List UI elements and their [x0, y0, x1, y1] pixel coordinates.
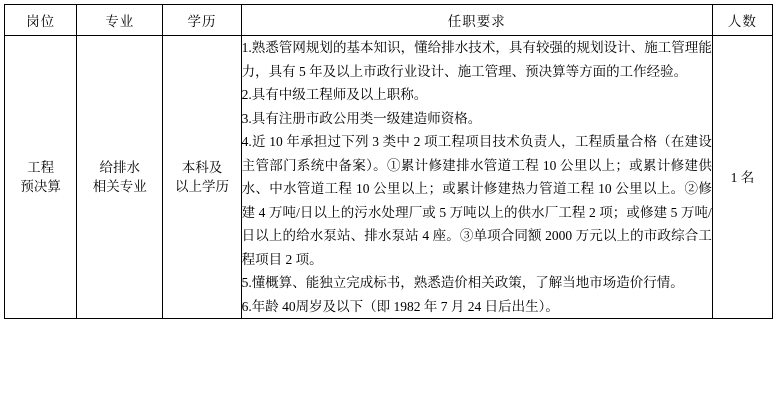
- requirement-item-4: 4.近 10 年承担过下列 3 类中 2 项工程项目技术负责人，工程质量合格（在建设主管部门系统中备案）。①累计修建排水管道工程 10 公里以上；或累计修建供水、中水管道工程 10 公里以上；或累计修建热力管道工程 10 公里以上。②修建 4 万吨/日以上的污水处理厂或 5 万吨以上的供水厂工程 2 项；或修建 5 万吨/日以上的给水泵站、排水泵站 4 座。③单项合同额 2000 万元以上的市政综合工程项目 2 项。: [241, 134, 712, 267]
- requirement-item-1: 1.熟悉管网规划的基本知识，懂给排水技术，具有较强的规划设计、施工管理能力，具有 5 年及以上市政行业设计、施工管理、预决算等方面的工作经验。: [241, 40, 712, 79]
- column-header-post: 岗位: [5, 5, 77, 36]
- table-body: [5, 36, 773, 319]
- job-requirements-table: [4, 4, 773, 319]
- post-line-2: 预决算: [20, 179, 61, 194]
- table-header-row: [5, 5, 773, 36]
- cell-count: 1 名: [712, 36, 772, 319]
- requirement-item-2: 2.具有中级工程师及以上职称。: [241, 87, 428, 102]
- major-line-1: 给排水: [99, 160, 141, 175]
- column-header-count: 人数: [712, 5, 772, 36]
- major-line-2: 相关专业: [92, 179, 147, 194]
- education-line-2: 以上学历: [175, 179, 229, 194]
- column-header-requirements: 任职要求: [241, 5, 712, 36]
- column-header-education: 学历: [163, 5, 241, 36]
- requirement-item-3: 3.具有注册市政公用类一级建造师资格。: [241, 110, 482, 126]
- cell-post: [5, 36, 77, 319]
- table-row: [5, 36, 773, 319]
- cell-education: [163, 36, 241, 319]
- post-line-1: 工程: [27, 160, 55, 175]
- table-header: [5, 5, 773, 36]
- requirement-item-5: 5.懂概算、能独立完成标书，熟悉造价相关政策，了解当地市场造价行情。: [241, 275, 684, 290]
- requirement-item-6: 6.年龄 40周岁及以下（即 1982 年 7 月 24 日后出生）。: [241, 298, 559, 314]
- education-line-1: 本科及: [181, 160, 223, 175]
- column-header-major: 专业: [77, 5, 163, 36]
- cell-requirements: [241, 36, 712, 319]
- cell-major: [77, 36, 163, 319]
